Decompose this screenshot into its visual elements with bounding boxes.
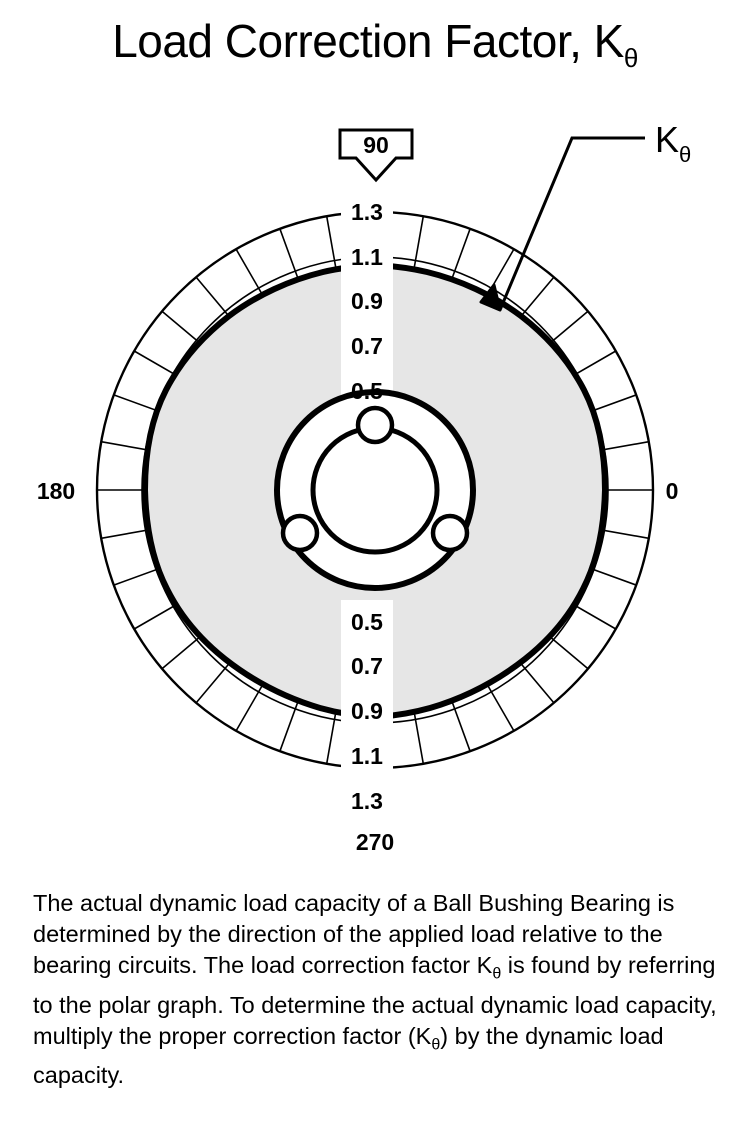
page-title-subscript: θ (623, 43, 638, 74)
radial-tick-upper-3: 1.1 (351, 244, 383, 270)
polar-chart-svg (0, 110, 750, 850)
radial-tick-upper-2: 0.9 (351, 288, 383, 314)
caption-part-1: The actual dynamic load capacity of a Ball Bushing Bearing is determined by the direction of the applied load relative to the bearing circuits. The load correction factor K (33, 890, 675, 978)
caption-sub-1: θ (492, 965, 502, 983)
page-title-text: Load Correction Factor, K (112, 15, 624, 67)
radial-tick-lower-1: 0.7 (351, 653, 383, 679)
page-title (0, 14, 750, 74)
radial-tick-lower-2: 0.9 (351, 698, 383, 724)
polar-chart (0, 110, 750, 850)
caption-part-3: ) by the dynamic load capacity. (33, 1022, 664, 1089)
angle-label-270: 270 (355, 829, 395, 850)
caption-text (33, 888, 733, 1091)
radial-tick-upper-4: 1.3 (351, 199, 383, 225)
radial-tick-upper-1: 0.7 (351, 333, 383, 359)
caption-part-2: is found by referring to the polar graph. To determine the actual dynamic load capacity, multiply the proper correction factor (K (33, 952, 717, 1049)
ktheta-annotation-label (655, 119, 691, 167)
angle-label-180: 180 (36, 478, 76, 504)
angle-label-0: 0 (665, 478, 679, 504)
load-direction-arrow (340, 130, 412, 180)
radial-tick-upper-0: 0.5 (351, 378, 383, 404)
radial-tick-lower-3: 1.1 (351, 743, 383, 769)
ktheta-annotation-sub: θ (679, 142, 692, 167)
ball-bushing-cross-section (277, 392, 473, 588)
caption-sub-2: θ (431, 1036, 441, 1054)
load-direction-label: 90 (363, 132, 389, 158)
radial-tick-lower-0: 0.5 (351, 609, 383, 635)
ktheta-annotation-main: K (655, 119, 680, 160)
radial-tick-lower-4: 1.3 (351, 788, 383, 814)
